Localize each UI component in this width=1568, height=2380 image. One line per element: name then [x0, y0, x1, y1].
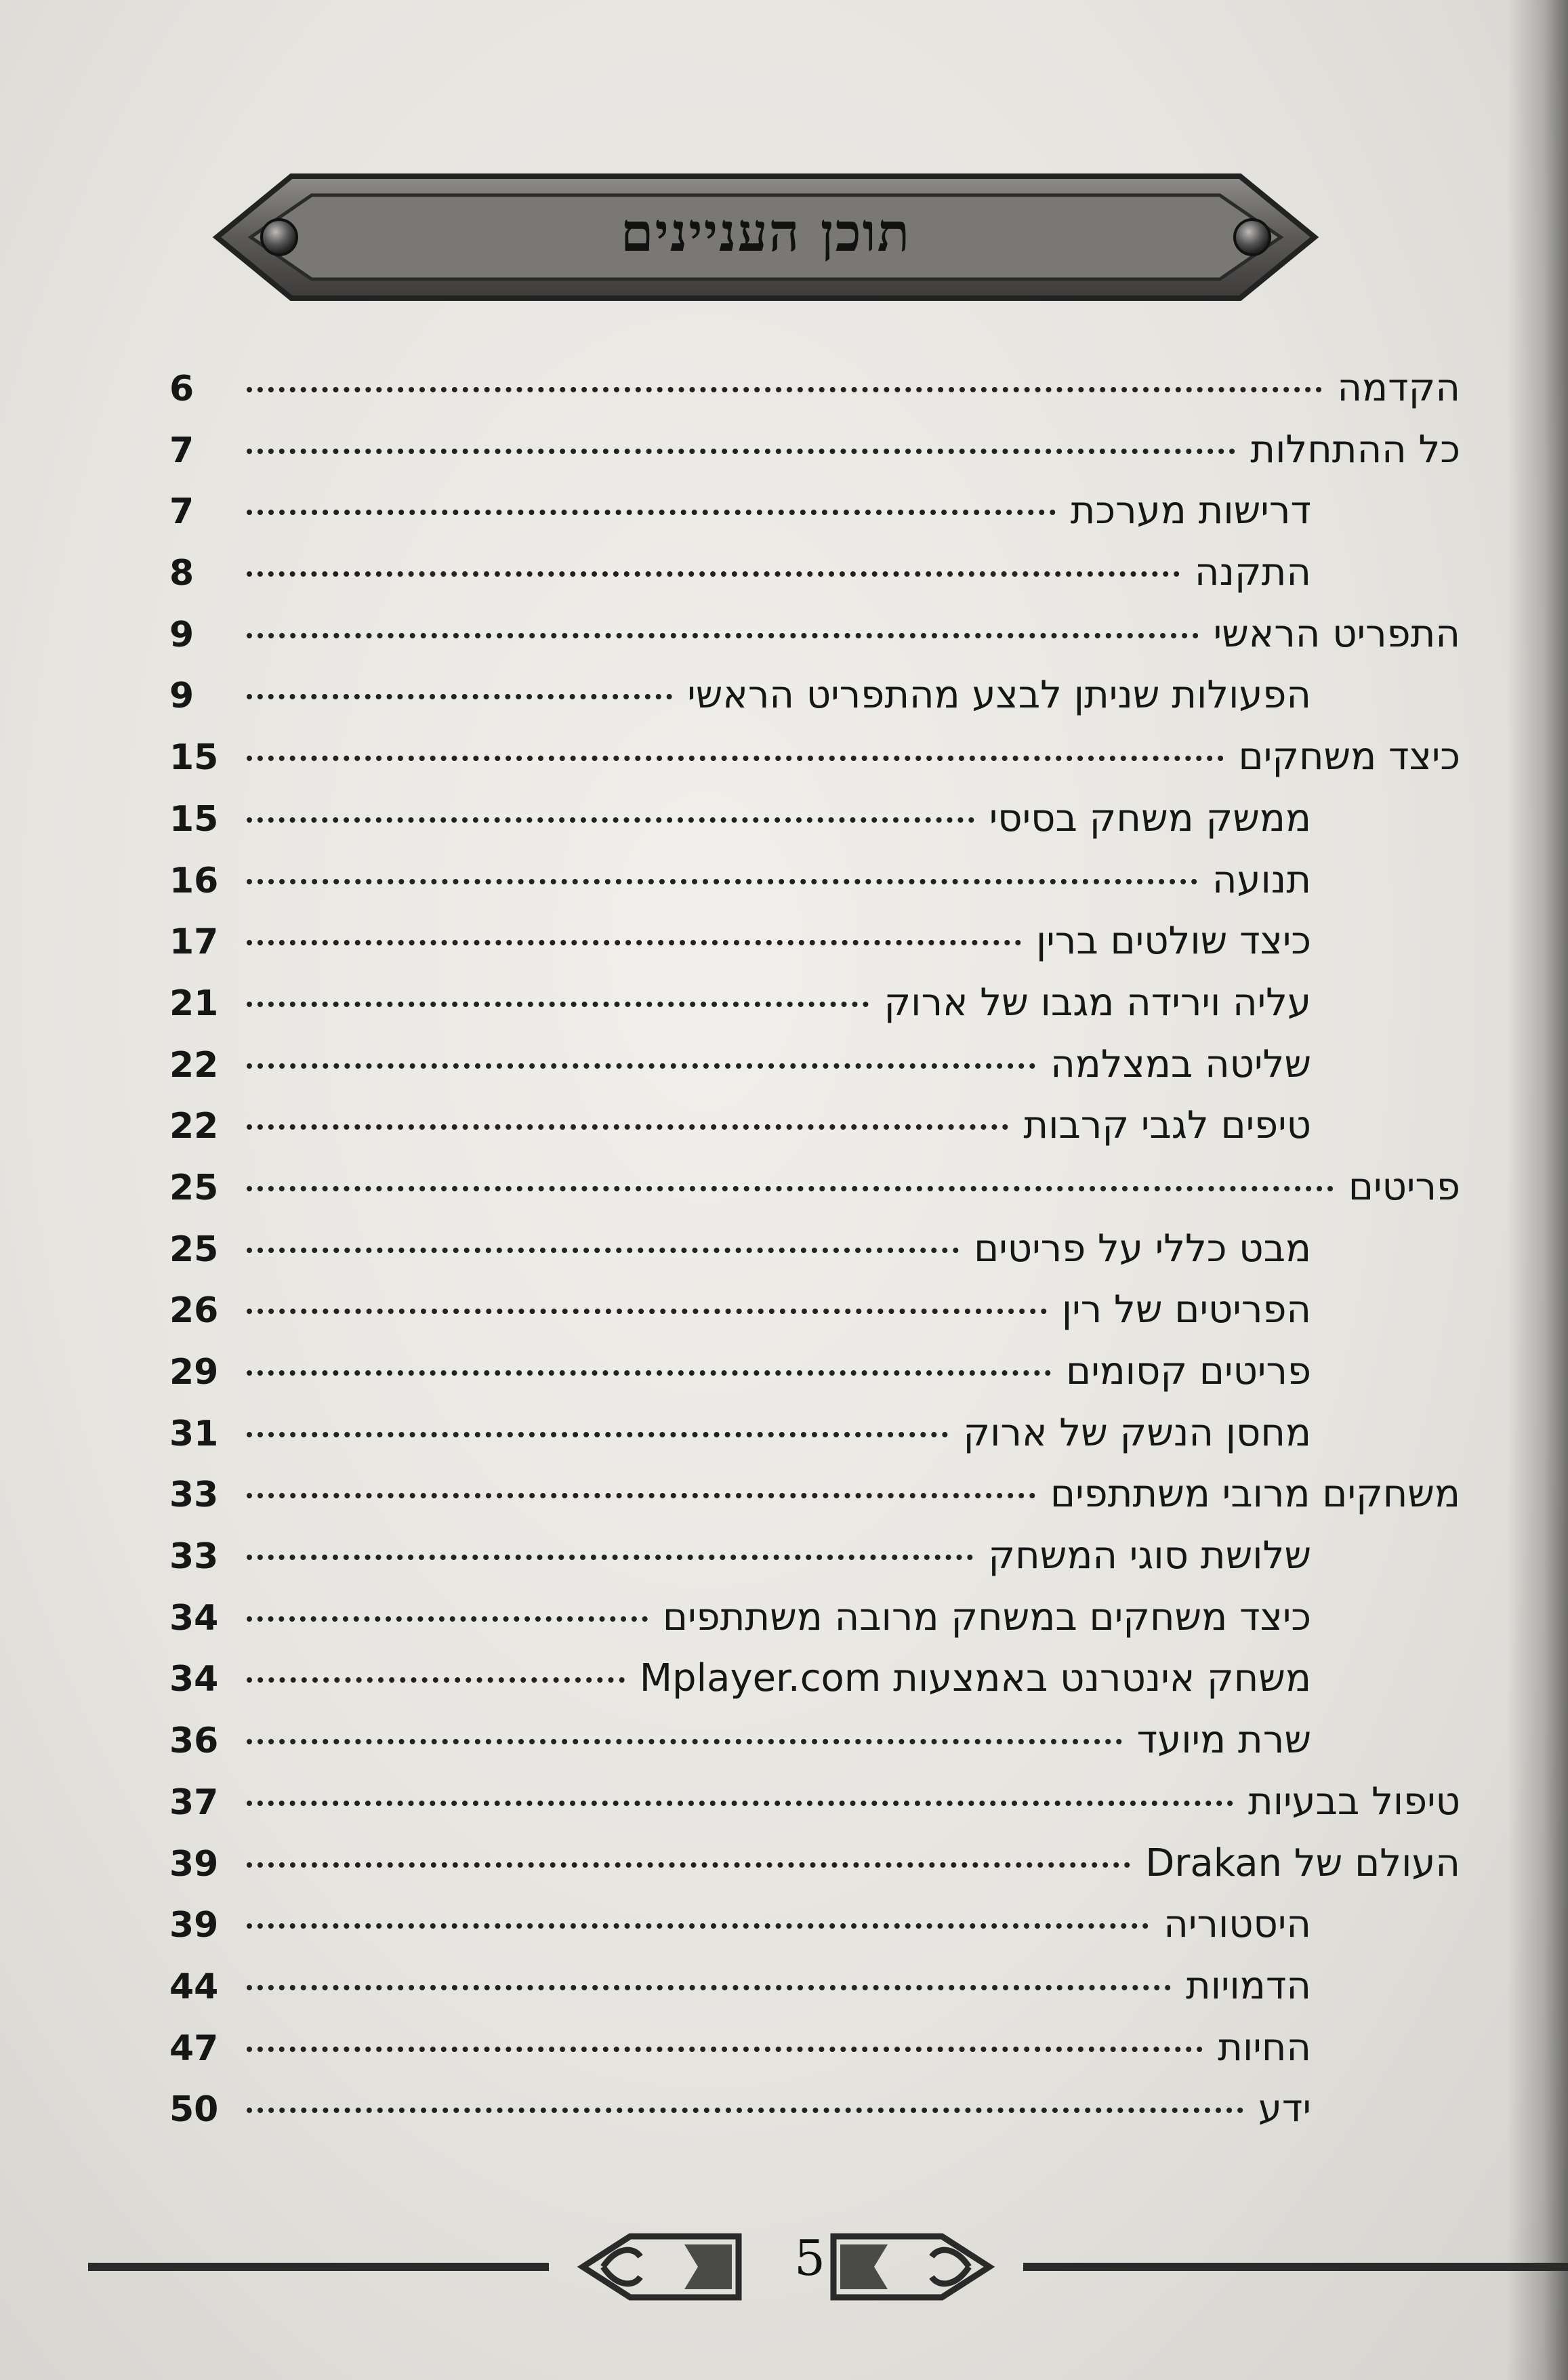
toc-entry-title: התפריט הראשי [1213, 611, 1460, 656]
toc-entry-page: 6 [169, 369, 194, 409]
toc-entry-title: כל ההתחלות [1250, 427, 1460, 472]
toc-entry [169, 1103, 1460, 1165]
dot-leader [247, 510, 1056, 515]
toc-entry-page: 50 [169, 2089, 219, 2131]
toc-entry [169, 1042, 1460, 1104]
toc-entry-page: 31 [169, 1413, 219, 1454]
dot-leader [247, 449, 1235, 454]
toc-entry-title: ידע [1258, 2087, 1311, 2131]
toc-entry-page: 22 [169, 1106, 219, 1147]
toc-entry-page: 9 [169, 614, 194, 655]
dot-leader [247, 1063, 1035, 1069]
toc-entry-page: 34 [169, 1659, 219, 1700]
toc-entry [169, 981, 1460, 1042]
toc-entry [169, 735, 1460, 796]
toc-entry [169, 1411, 1460, 1473]
toc-entry [169, 919, 1460, 981]
dot-leader [247, 1555, 973, 1560]
toc-entry-page: 36 [169, 1721, 219, 1762]
toc-entry-page: 47 [169, 2028, 219, 2069]
toc-entry-page: 21 [169, 983, 219, 1024]
dot-leader [247, 1739, 1122, 1744]
dot-leader [247, 1677, 625, 1683]
toc-entry [169, 1534, 1460, 1595]
toc-entry-title: החיות [1218, 2025, 1311, 2070]
toc-entry-title: כיצד משחקים [1238, 735, 1460, 779]
toc-entry-page: 17 [169, 922, 219, 963]
toc-entry-page: 29 [169, 1352, 219, 1393]
dot-leader [247, 1002, 869, 1007]
toc-entry-page: 34 [169, 1597, 219, 1639]
toc-entry-page: 22 [169, 1044, 219, 1086]
toc-entry-page: 39 [169, 1843, 219, 1885]
toc-entry-page: 37 [169, 1782, 219, 1823]
toc-entry-page: 26 [169, 1290, 219, 1332]
toc-entry-page: 15 [169, 798, 219, 840]
toc-entry-title: מחסן הנשק של ארוק [963, 1410, 1311, 1455]
toc-entry-page: 7 [169, 430, 194, 471]
toc-entry [169, 1288, 1460, 1349]
toc-entry-title: שלושת סוגי המשחק [988, 1534, 1311, 1578]
dot-leader [247, 1248, 959, 1253]
toc-entry-title: תנועה [1212, 857, 1311, 902]
toc-entry [169, 1902, 1460, 1964]
toc-entry-title: פריטים קסומים [1066, 1349, 1311, 1393]
toc-entry-title: דרישות מערכת [1070, 489, 1311, 533]
toc-entry-title: פריטים [1348, 1164, 1460, 1209]
page-edge-shadow [1507, 0, 1568, 2380]
toc-entry-title: טיפול בבעיות [1247, 1779, 1460, 1824]
dot-leader [247, 1370, 1051, 1376]
toc-entry [169, 366, 1460, 428]
dot-leader [247, 633, 1199, 638]
toc-entry [169, 1656, 1460, 1718]
dot-leader [247, 1923, 1149, 1929]
page-number: 5 [794, 2230, 825, 2286]
dot-leader [247, 387, 1322, 392]
toc-entry [169, 1841, 1460, 1903]
toc-entry [169, 1227, 1460, 1288]
toc-entry [169, 489, 1460, 550]
toc-entry-page: 15 [169, 737, 219, 779]
toc-entry [169, 1349, 1460, 1411]
toc-entry-page: 8 [169, 553, 194, 594]
toc-entry [169, 2087, 1460, 2148]
dot-leader [247, 1493, 1035, 1498]
toc-entry-title: משחק אינטרנט באמצעות Mplayer.com [639, 1656, 1311, 1701]
toc-entry-title: הדמויות [1185, 1963, 1311, 2008]
toc-entry [169, 1780, 1460, 1841]
dot-leader [247, 1432, 948, 1437]
dot-leader [247, 694, 672, 699]
toc-entry [169, 1718, 1460, 1780]
table-of-contents [169, 366, 1460, 2148]
page-title: תוכן העניינים [620, 202, 911, 264]
dot-leader [247, 940, 1021, 945]
dot-leader [247, 1801, 1233, 1806]
dot-leader [247, 1862, 1130, 1868]
toc-entry-title: עליה וירידה מגבו של ארוק [884, 980, 1311, 1025]
footer-ornament [88, 2209, 1568, 2324]
dot-leader [247, 1186, 1334, 1191]
toc-entry-page: 44 [169, 1966, 219, 2007]
toc-entry [169, 1472, 1460, 1534]
toc-entry-page: 25 [169, 1229, 219, 1270]
toc-entry [169, 2026, 1460, 2087]
toc-entry [169, 858, 1460, 920]
toc-entry-title: ממשק משחק בסיסי [989, 796, 1311, 840]
dot-leader [247, 756, 1224, 761]
dot-leader [247, 817, 974, 823]
dot-leader [247, 1124, 1008, 1130]
dot-leader [247, 1985, 1171, 1990]
header-banner [203, 169, 1328, 305]
toc-entry-page: 9 [169, 676, 194, 717]
toc-entry [169, 796, 1460, 858]
toc-entry-title: העולם של Drakan [1145, 1841, 1460, 1885]
toc-entry-title: שרת מיועד [1136, 1718, 1311, 1763]
toc-entry [169, 1964, 1460, 2026]
toc-entry [169, 612, 1460, 674]
dot-leader [247, 1616, 648, 1622]
toc-entry-title: הפריטים של רין [1061, 1288, 1311, 1332]
toc-entry-title: טיפים לגבי קרבות [1023, 1103, 1311, 1148]
toc-entry-page: 25 [169, 1167, 219, 1208]
toc-entry [169, 428, 1460, 489]
dot-leader [247, 2108, 1243, 2113]
toc-entry-page: 33 [169, 1536, 219, 1578]
toc-entry-title: כיצד משחקים במשחק מרובה משתתפים [662, 1595, 1311, 1639]
toc-entry-title: משחקים מרובי משתתפים [1050, 1472, 1460, 1517]
toc-entry-page: 16 [169, 860, 219, 901]
toc-entry-title: הפעולות שניתן לבצע מהתפריט הראשי [687, 673, 1311, 718]
dot-leader [247, 879, 1197, 884]
toc-entry-title: התקנה [1194, 550, 1311, 595]
toc-entry-title: כיצד שולטים ברין [1035, 919, 1311, 964]
toc-entry [169, 1595, 1460, 1657]
dot-leader [247, 571, 1180, 577]
toc-entry-page: 33 [169, 1475, 219, 1516]
toc-entry-page: 7 [169, 491, 194, 533]
toc-entry-title: שליטה במצלמה [1050, 1042, 1311, 1086]
dot-leader [247, 2047, 1203, 2052]
toc-entry [169, 550, 1460, 612]
toc-entry-title: הקדמה [1337, 366, 1460, 410]
toc-entry-title: מבט כללי על פריטים [974, 1226, 1311, 1271]
toc-entry-title: היסטוריה [1163, 1902, 1311, 1947]
toc-entry [169, 1165, 1460, 1227]
dot-leader [247, 1309, 1047, 1314]
toc-entry [169, 673, 1460, 735]
toc-entry-page: 39 [169, 1905, 219, 1946]
